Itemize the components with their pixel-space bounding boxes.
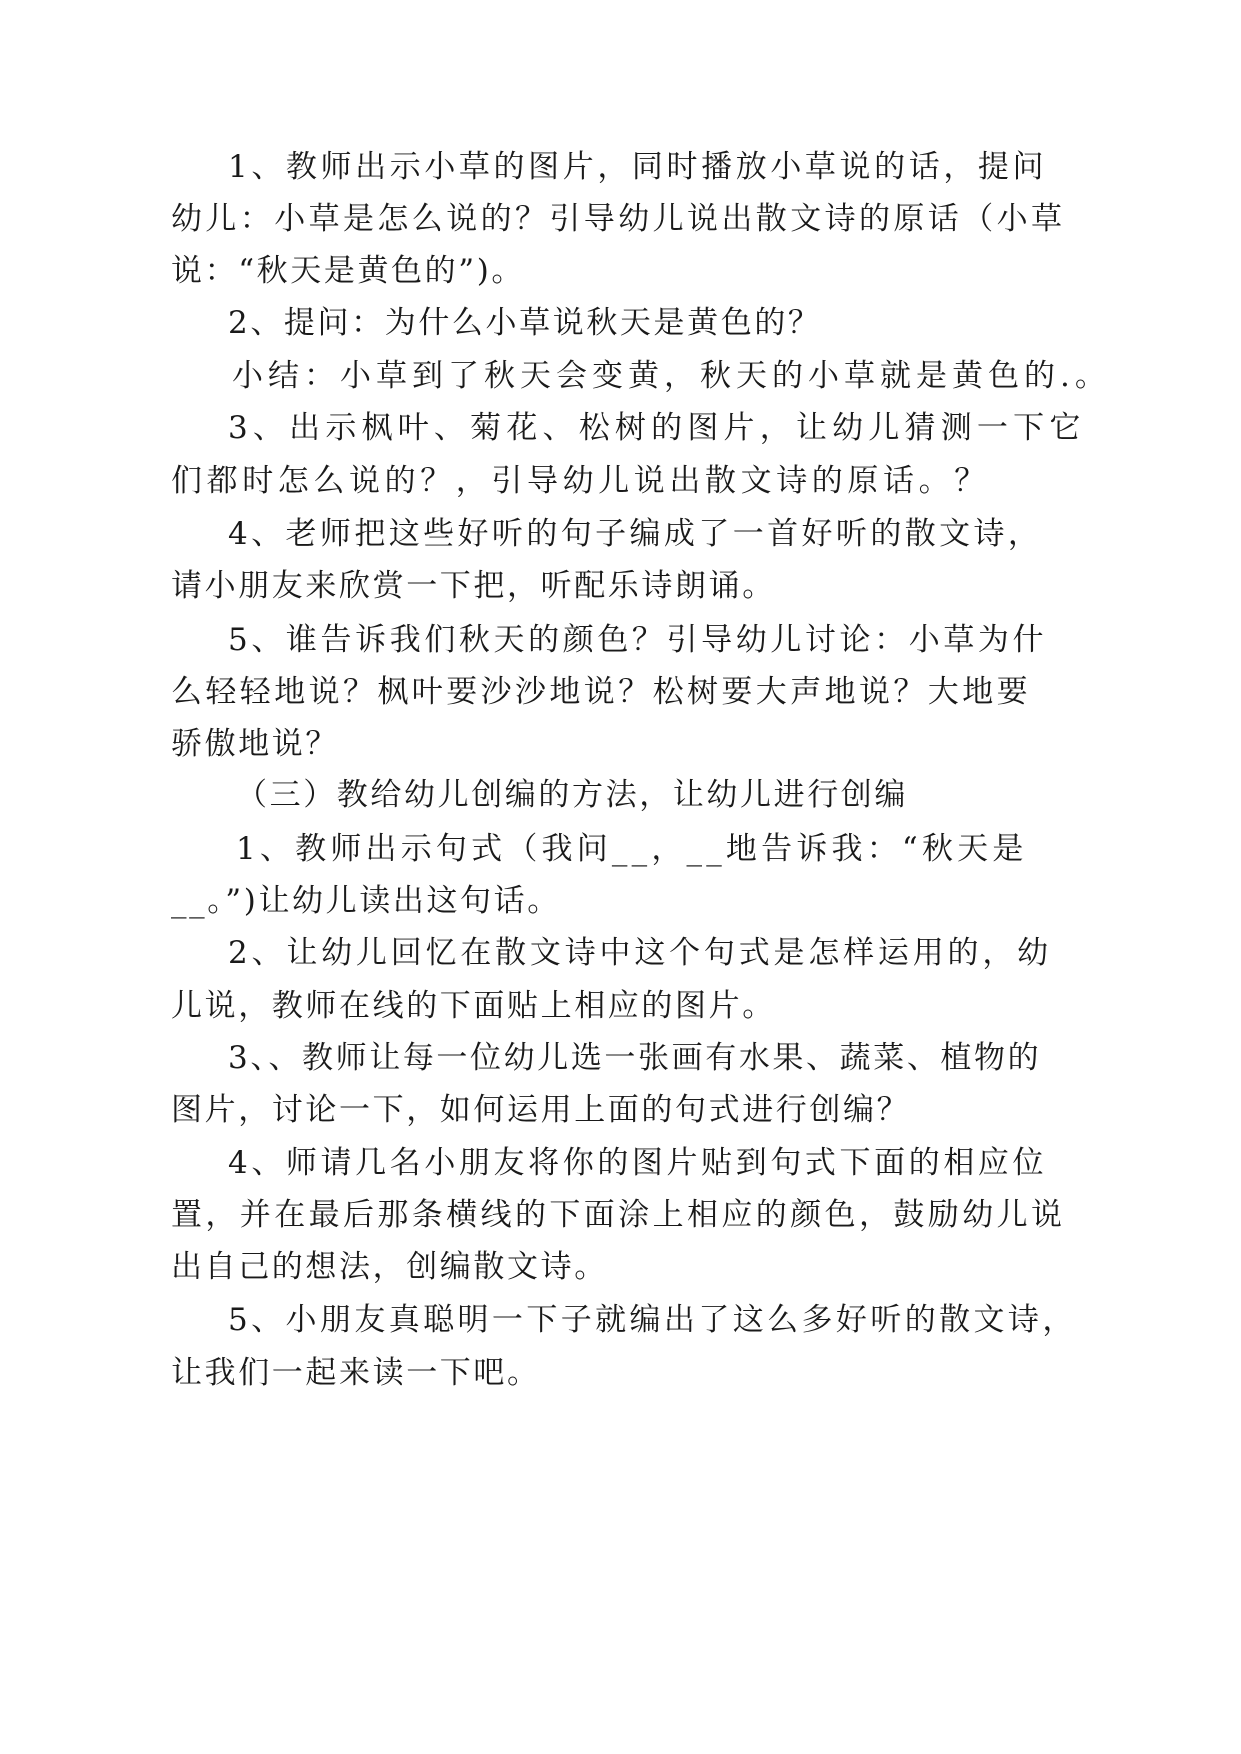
text-line: 让我们一起来读一下吧。 <box>171 1355 541 1391</box>
text-line: 儿说，教师在线的下面贴上相应的图片。 <box>171 988 776 1024</box>
text-line: 1、教师出示句式（我问__，__地告诉我：“秋天是 <box>236 831 1028 867</box>
text-line: 4、师请几名小朋友将你的图片贴到句式下面的相应位 <box>228 1145 1048 1181</box>
text-line: 骄傲地说？ <box>171 726 339 762</box>
section-heading: （三）教给幼儿创编的方法，让幼儿进行创编 <box>236 777 908 813</box>
text-line: 说：“秋天是黄色的”)。 <box>171 253 525 289</box>
text-line: 1、教师出示小草的图片，同时播放小草说的话，提问 <box>228 149 1048 185</box>
text-line: 2、让幼儿回忆在散文诗中这个句式是怎样运用的，幼 <box>228 935 1052 971</box>
text-line: 们都时怎么说的？，引导幼儿说出散文诗的原话。？ <box>171 463 990 499</box>
text-line: 3、、教师让每一位幼儿选一张画有水果、蔬菜、植物的 <box>228 1040 1042 1076</box>
text-line: __。”)让幼儿读出这句话。 <box>171 883 561 919</box>
text-line: 幼儿：小草是怎么说的？引导幼儿说出散文诗的原话（小草 <box>171 201 1066 237</box>
text-line: 置，并在最后那条横线的下面涂上相应的颜色，鼓励幼儿说 <box>171 1197 1066 1233</box>
text-line: 出自己的想法，创编散文诗。 <box>171 1249 608 1285</box>
text-line: 么轻轻地说？枫叶要沙沙地说？松树要大声地说？大地要 <box>171 674 1031 710</box>
text-line: 图片，讨论一下，如何运用上面的句式进行创编？ <box>171 1092 911 1128</box>
text-line: 4、老师把这些好听的句子编成了一首好听的散文诗， <box>228 516 1043 552</box>
text-line: 2、提问：为什么小草说秋天是黄色的？ <box>228 305 822 341</box>
text-line: 请小朋友来欣赏一下把，听配乐诗朗诵。 <box>171 568 776 604</box>
text-line: 5、小朋友真聪明一下子就编出了这么多好听的散文诗， <box>228 1302 1077 1338</box>
text-line: 5、谁告诉我们秋天的颜色？引导幼儿讨论：小草为什 <box>228 622 1048 658</box>
text-line: 小结：小草到了秋天会变黄，秋天的小草就是黄色的.。 <box>232 358 1111 394</box>
text-line: 3、出示枫叶、菊花、松树的图片，让幼儿猜测一下它 <box>228 410 1086 446</box>
